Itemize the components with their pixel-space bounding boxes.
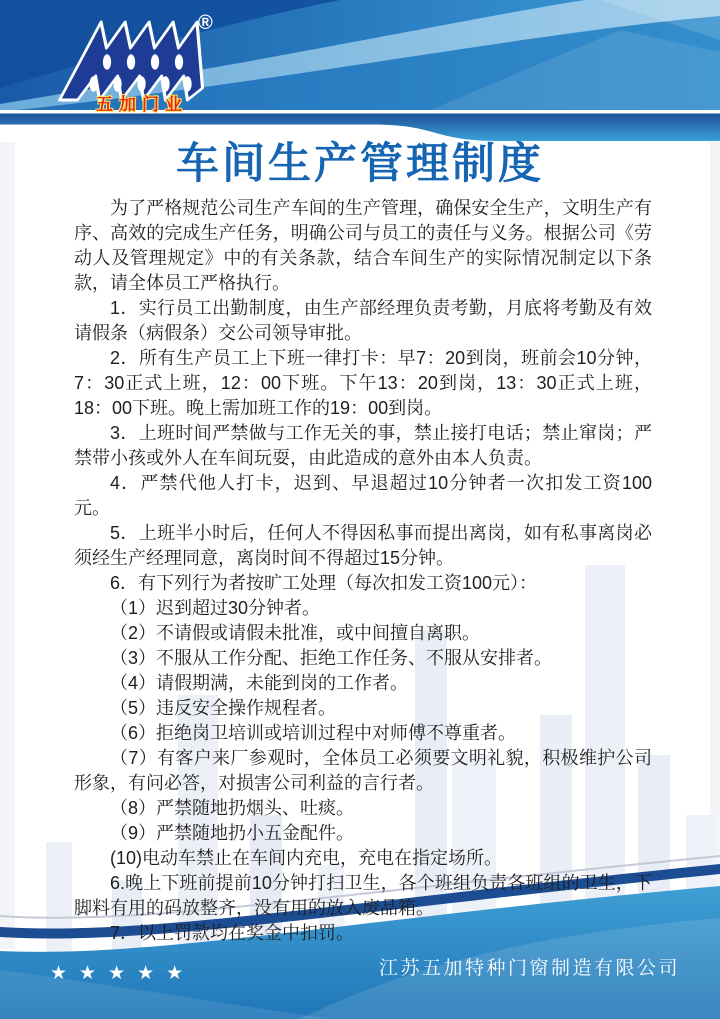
rule-item: (10)电动车禁止在车间内充电，充电在指定场所。 [110, 848, 503, 868]
rule-item: （6）拒绝岗卫培训或培训过程中对师傅不尊重者。 [110, 723, 517, 743]
page-title: 车间生产管理制度 [176, 140, 544, 188]
rule-item: 6．有下列行为者按旷工处理（每次扣发工资100元）： [110, 573, 538, 593]
intro-paragraph: 为了严格规范公司生产车间的生产管理，确保安全生产，文明生产有序、高效的完成生产任务，明确公司与员工的责任与义务。根据公司《劳动人及管理规定》中的有关条款，结合车间生产的实际情况制定以下条款，请全体员工严格执行。 [74, 198, 652, 293]
registered-trademark-icon: ® [198, 12, 213, 34]
rule-item: （7）有客户来厂参观时，全体员工必须要文明礼貌，积极维护公司形象，有问必答，对损害公司利益的言行者。 [74, 748, 652, 793]
company-name: 江苏五加特种门窗制造有限公司 [378, 958, 680, 979]
rule-item: （8）严禁随地扔烟头、吐痰。 [110, 798, 355, 818]
rule-item: 6.晚上下班前提前10分钟打扫卫生，各个班组负责各班组的卫生，下脚料有用的码放整齐，没有用的放入废品箱。 [74, 873, 652, 918]
rule-item: 1．实行员工出勤制度，由生产部经理负责考勤，月底将考勤及有效请假条（病假条）交公司领导审批。 [74, 298, 652, 343]
rule-item: 2．所有生产员工上下班一律打卡：早7：20到岗，班前会10分钟，7：30正式上班，12：00下班。下午13：20到岗，13：30正式上班，18：00下班。晚上需加班工作的19：00到岗。 [74, 348, 652, 418]
brand-name: 五加门业 [96, 95, 188, 114]
rule-item: 3．上班时间严禁做与工作无关的事，禁止接打电话；禁止窜岗；严禁带小孩或外人在车间玩耍，由此造成的意外由本人负责。 [74, 423, 652, 468]
rule-item: 7．以上罚款均在奖金中扣罚。 [110, 923, 355, 943]
rule-item: 5．上班半小时后，任何人不得因私事而提出离岗，如有私事离岗必须经生产经理同意，离岗时间不得超过15分钟。 [74, 523, 652, 568]
rule-item: （4）请假期满，未能到岗的工作者。 [110, 673, 409, 693]
rating-stars: ★★★★★ [50, 963, 196, 984]
rules-body [74, 196, 652, 946]
rule-item: 4．严禁代他人打卡，迟到、早退超过10分钟者一次扣发工资100元。 [74, 473, 652, 518]
rule-item: （5）违反安全操作规程者。 [110, 698, 337, 718]
rule-item: （9）严禁随地扔小五金配件。 [110, 823, 355, 843]
rule-item: （3）不服从工作分配、拒绝工作任务、不服从安排者。 [110, 648, 553, 668]
rule-item: （2）不请假或请假未批准，或中间擅自离职。 [110, 623, 481, 643]
company-logo [52, 10, 242, 120]
rule-item: （1）迟到超过30分钟者。 [110, 598, 321, 618]
